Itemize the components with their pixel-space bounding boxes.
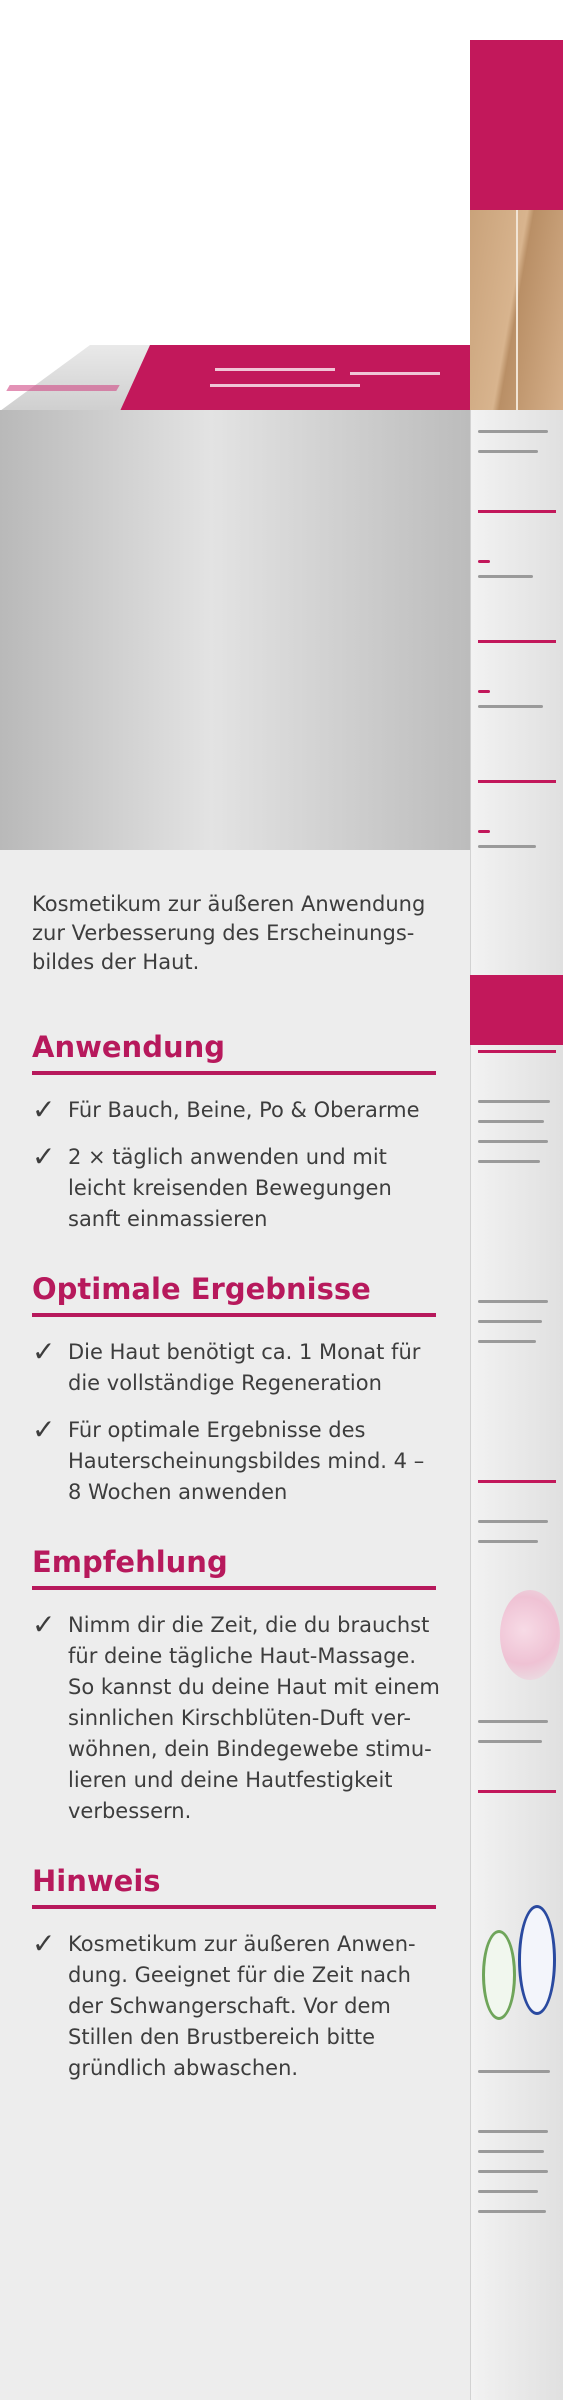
section-divider	[32, 1313, 436, 1317]
side-text-line	[478, 1740, 542, 1743]
box-side-panel	[470, 410, 563, 2400]
side-divider	[478, 780, 556, 783]
check-icon: ✓	[32, 1927, 56, 1960]
side-text-line	[478, 1140, 548, 1143]
flap-banner	[470, 40, 563, 210]
side-text-line	[478, 2070, 550, 2073]
side-text-line	[478, 1300, 548, 1303]
check-icon: ✓	[32, 1413, 56, 1446]
list-item	[32, 1142, 442, 1235]
test-seal-icon	[518, 1905, 556, 2015]
side-text-line	[478, 2190, 538, 2193]
section-heading: Empfehlung	[32, 1545, 228, 1579]
section-divider	[32, 1905, 436, 1909]
section-divider	[32, 1071, 436, 1075]
section-heading: Hinweis	[32, 1864, 161, 1898]
section-anwendung	[32, 1029, 442, 1235]
side-text-line	[478, 1100, 550, 1103]
section-heading: Anwendung	[32, 1030, 226, 1064]
list-item	[32, 1337, 442, 1399]
section-hinweis	[32, 1863, 442, 2084]
side-icon-mark	[478, 690, 490, 693]
list-item	[32, 1095, 442, 1126]
check-icon: ✓	[32, 1608, 56, 1641]
side-divider	[478, 510, 556, 513]
check-icon: ✓	[32, 1140, 56, 1173]
side-icon-mark	[478, 830, 490, 833]
flap-photo-divider	[516, 210, 518, 410]
side-text-line	[478, 1120, 544, 1123]
list-item-text: 2 × täglich anwenden und mit leicht kreisenden Bewegungen sanft einmassieren	[68, 1145, 392, 1231]
list-item	[32, 1929, 442, 2084]
info-panel	[32, 890, 442, 2120]
check-icon: ✓	[32, 1335, 56, 1368]
list-item	[32, 1415, 442, 1508]
side-divider	[478, 1050, 556, 1053]
list-item-text: Für Bauch, Beine, Po & Oberarme	[68, 1098, 420, 1122]
section-empfehlung	[32, 1544, 442, 1827]
side-text-line	[478, 1720, 548, 1723]
side-text-line	[478, 1540, 538, 1543]
side-text-line	[478, 2150, 544, 2153]
list-item-text: Für optimale Ergebnisse des Hauterscheinungsbildes mind. 4 – 8 Wochen anwenden	[68, 1418, 425, 1504]
vegan-seal-icon	[482, 1930, 516, 2020]
side-text-line	[478, 2170, 548, 2173]
side-text-line	[478, 2130, 548, 2133]
side-text-line	[478, 1320, 542, 1323]
section-optimale-ergebnisse	[32, 1271, 442, 1508]
box-top-banner	[120, 345, 470, 411]
side-icon-mark	[478, 560, 490, 563]
side-divider	[478, 1480, 556, 1483]
list-item-text: Nimm dir die Zeit, die du brauchst für deine tägliche Haut-Massage. So kannst du deine Haut mit einem sinnlichen Kirschblüten-Duft ver-wöhnen, dein Bindegewebe stimu-lieren und deine Hautfestigkeit verbessern.	[68, 1613, 440, 1823]
side-divider	[478, 640, 556, 643]
side-text-line	[478, 705, 543, 708]
section-heading: Optimale Ergebnisse	[32, 1272, 371, 1306]
side-divider	[478, 1790, 556, 1793]
section-divider	[32, 1586, 436, 1590]
list-item-text: Kosmetikum zur äußeren Anwen-dung. Geeignet für die Zeit nach der Schwangerschaft. Vor dem Stillen den Brustbereich bitte gründlich abwaschen.	[68, 1932, 416, 2080]
side-text-line	[478, 845, 536, 848]
side-text-line	[478, 1160, 540, 1163]
box-top-stripe	[6, 385, 119, 391]
box-front-shading	[0, 410, 470, 850]
side-text-line	[478, 450, 538, 453]
list-item	[32, 1610, 442, 1827]
intro-text: Kosmetikum zur äußeren Anwendung zur Verbesserung des Erscheinungs-bildes der Haut.	[32, 892, 426, 974]
side-text-line	[478, 1520, 548, 1523]
list-item-text: Die Haut benötigt ca. 1 Monat für die vollständige Regeneration	[68, 1340, 421, 1395]
side-highlight-band	[470, 975, 563, 1045]
side-text-line	[478, 2210, 546, 2213]
blossom-image	[500, 1590, 560, 1680]
side-text-line	[478, 1340, 536, 1343]
check-icon: ✓	[32, 1093, 56, 1126]
side-text-line	[478, 575, 533, 578]
side-text-line	[478, 430, 548, 433]
